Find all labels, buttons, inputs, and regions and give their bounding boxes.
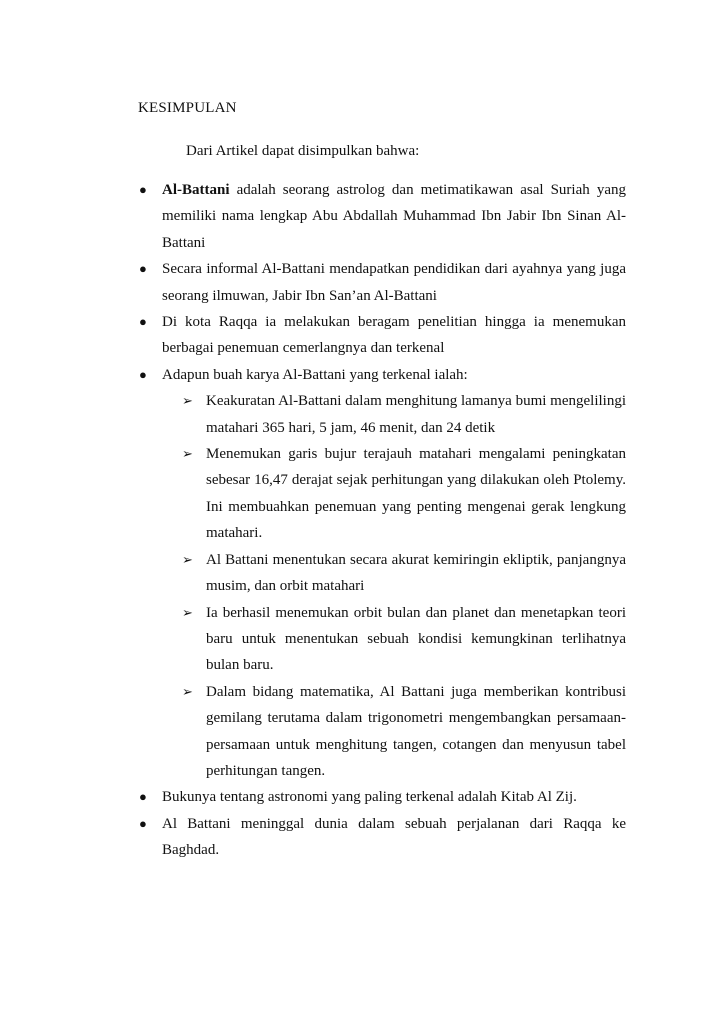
bullet-icon: ● (139, 314, 147, 330)
sublist-item-text: Dalam bidang matematika, Al Battani juga memberikan kontribusi gemilang terutama dalam trigonometri mengembangkan persamaan-persamaan untuk menghitung tangen, cotangen dan menyusun tabel perhitungan tangen. (206, 683, 626, 779)
arrow-bullet-icon: ➢ (182, 604, 193, 620)
sublist-item (162, 388, 626, 441)
list-item-text: Di kota Raqqa ia melakukan beragam penelitian hingga ia menemukan berbagai penemuan cemerlangnya dan terkenal (162, 314, 626, 357)
works-sublist (162, 388, 626, 784)
sublist-item-text: Menemukan garis bujur terajauh matahari mengalami peningkatan sebesar 16,47 derajat sejak perhitungan yang dilakukan oleh Ptolemy. Ini membuahkan penemuan yang penting mengenai gerak lengkung matahari. (206, 446, 626, 542)
sublist-item (162, 441, 626, 547)
arrow-bullet-icon: ➢ (182, 446, 193, 462)
sublist-item (162, 547, 626, 600)
arrow-bullet-icon: ➢ (182, 683, 193, 699)
list-item (138, 362, 626, 785)
list-item-text: Bukunya tentang astronomi yang paling terkenal adalah Kitab Al Zij. (162, 789, 577, 806)
sublist-item-text: Keakuratan Al-Battani dalam menghitung lamanya bumi mengelilingi matahari 365 hari, 5 jam, 46 menit, dan 24 detik (206, 393, 626, 436)
list-item-text: Adapun buah karya Al-Battani yang terkenal ialah: (162, 366, 468, 383)
conclusion-list (138, 177, 626, 864)
list-item (138, 256, 626, 309)
bullet-icon: ● (139, 366, 147, 382)
list-item (138, 784, 626, 810)
sublist-item-text: Al Battani menentukan secara akurat kemiringin ekliptik, panjangnya musim, dan orbit matahari (206, 551, 626, 595)
intro-paragraph: Dari Artikel dapat disimpulkan bahwa: (186, 143, 420, 159)
bold-term: Al-Battani (162, 182, 230, 198)
sublist-item (162, 679, 626, 785)
list-item (138, 811, 626, 864)
section-heading: KESIMPULAN (138, 100, 237, 116)
bullet-icon: ● (139, 182, 147, 197)
bullet-icon: ● (139, 815, 147, 831)
list-item-text: Secara informal Al-Battani mendapatkan pendidikan dari ayahnya yang juga seorang ilmuwan, Jabir Ibn San’an Al-Battani (162, 261, 626, 304)
sublist-item (162, 600, 626, 679)
arrow-bullet-icon: ➢ (182, 393, 193, 409)
list-item (138, 177, 626, 256)
list-item-text: adalah seorang astrolog dan metimatikawan asal Suriah yang memiliki nama lengkap Abu Abdallah Muhammad Ibn Jabir Ibn Sinan Al-Battani (162, 182, 626, 251)
list-item (138, 309, 626, 362)
list-item-text: Al Battani meninggal dunia dalam sebuah perjalanan dari Raqqa ke Baghdad. (162, 815, 626, 859)
bullet-icon: ● (139, 789, 147, 805)
bullet-icon: ● (139, 261, 147, 277)
sublist-item-text: Ia berhasil menemukan orbit bulan dan planet dan menetapkan teori baru untuk menentukan sebuah kondisi kemungkinan terlihatnya bulan baru. (206, 604, 626, 674)
arrow-bullet-icon: ➢ (182, 551, 193, 567)
